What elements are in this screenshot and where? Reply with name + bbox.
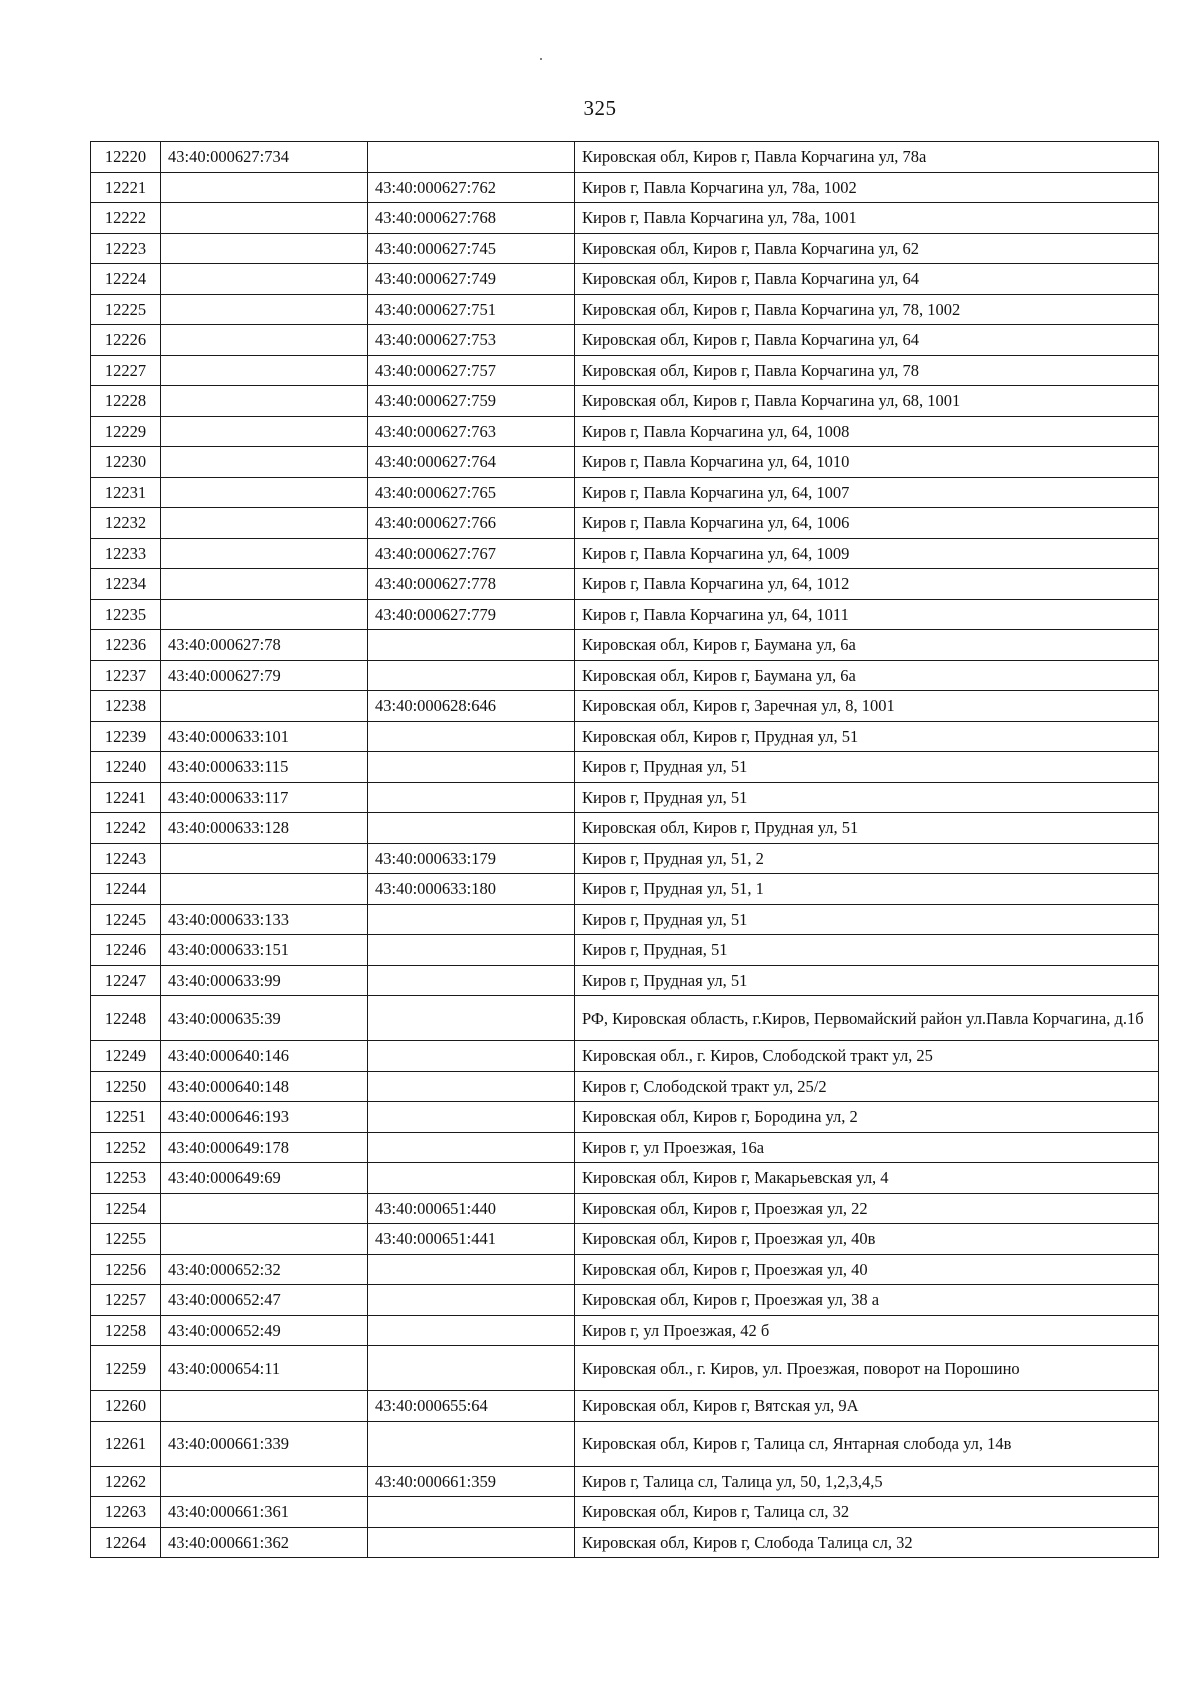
building-cadastral-number-cell [368,1254,575,1285]
building-cadastral-number-cell [368,935,575,966]
land-parcel-cadastral-number-cell: 43:40:000661:339 [161,1421,368,1466]
land-parcel-cadastral-number-cell: 43:40:000646:193 [161,1102,368,1133]
row-number-cell: 12229 [91,416,161,447]
land-parcel-cadastral-number-cell: 43:40:000627:734 [161,142,368,173]
building-cadastral-number-cell [368,660,575,691]
row-number-cell: 12264 [91,1527,161,1558]
address-cell: Киров г, ул Проезжая, 16а [575,1132,1159,1163]
land-parcel-cadastral-number-cell: 43:40:000627:78 [161,630,368,661]
land-parcel-cadastral-number-cell: 43:40:000652:32 [161,1254,368,1285]
address-cell: Киров г, ул Проезжая, 42 б [575,1315,1159,1346]
building-cadastral-number-cell [368,782,575,813]
land-parcel-cadastral-number-cell: 43:40:000649:178 [161,1132,368,1163]
address-cell: Киров г, Прудная ул, 51 [575,965,1159,996]
building-cadastral-number-cell: 43:40:000627:778 [368,569,575,600]
table-row [91,1254,1159,1285]
land-parcel-cadastral-number-cell [161,599,368,630]
address-cell: Кировская обл, Киров г, Макарьевская ул, 4 [575,1163,1159,1194]
row-number-cell: 12228 [91,386,161,417]
address-cell: Киров г, Павла Корчагина ул, 78а, 1002 [575,172,1159,203]
table-row [91,1041,1159,1072]
land-parcel-cadastral-number-cell: 43:40:000640:146 [161,1041,368,1072]
building-cadastral-number-cell: 43:40:000627:749 [368,264,575,295]
table-row [91,1527,1159,1558]
building-cadastral-number-cell: 43:40:000651:440 [368,1193,575,1224]
row-number-cell: 12252 [91,1132,161,1163]
row-number-cell: 12230 [91,447,161,478]
building-cadastral-number-cell: 43:40:000627:751 [368,294,575,325]
registry-table-body [91,142,1159,1558]
land-parcel-cadastral-number-cell [161,325,368,356]
row-number-cell: 12253 [91,1163,161,1194]
building-cadastral-number-cell [368,1071,575,1102]
row-number-cell: 12243 [91,843,161,874]
registry-table [90,141,1159,1558]
row-number-cell: 12221 [91,172,161,203]
address-cell: Кировская обл, Киров г, Проезжая ул, 38 а [575,1285,1159,1316]
table-row [91,264,1159,295]
building-cadastral-number-cell: 43:40:000627:765 [368,477,575,508]
address-cell: Кировская обл, Киров г, Баумана ул, 6а [575,630,1159,661]
row-number-cell: 12220 [91,142,161,173]
table-row [91,447,1159,478]
building-cadastral-number-cell [368,1102,575,1133]
building-cadastral-number-cell [368,996,575,1041]
page-number: 325 [583,96,617,120]
table-row [91,355,1159,386]
land-parcel-cadastral-number-cell: 43:40:000640:148 [161,1071,368,1102]
address-cell: Киров г, Слободской тракт ул, 25/2 [575,1071,1159,1102]
row-number-cell: 12234 [91,569,161,600]
land-parcel-cadastral-number-cell: 43:40:000654:11 [161,1346,368,1391]
row-number-cell: 12237 [91,660,161,691]
table-row [91,1102,1159,1133]
land-parcel-cadastral-number-cell: 43:40:000633:128 [161,813,368,844]
table-row [91,1466,1159,1497]
address-cell: Киров г, Прудная ул, 51, 2 [575,843,1159,874]
address-cell: Киров г, Павла Корчагина ул, 78а, 1001 [575,203,1159,234]
land-parcel-cadastral-number-cell [161,172,368,203]
address-cell: РФ, Кировская область, г.Киров, Первомайский район ул.Павла Корчагина, д.1б [575,996,1159,1041]
row-number-cell: 12222 [91,203,161,234]
address-cell: Кировская обл, Киров г, Павла Корчагина ул, 64 [575,325,1159,356]
address-cell: Кировская обл, Киров г, Проезжая ул, 22 [575,1193,1159,1224]
address-cell: Кировская обл, Киров г, Бородина ул, 2 [575,1102,1159,1133]
address-cell: Кировская обл, Киров г, Талица сл, Янтарная слобода ул, 14в [575,1421,1159,1466]
address-cell: Киров г, Павла Корчагина ул, 64, 1012 [575,569,1159,600]
row-number-cell: 12236 [91,630,161,661]
address-cell: Киров г, Прудная ул, 51, 1 [575,874,1159,905]
row-number-cell: 12259 [91,1346,161,1391]
table-row [91,904,1159,935]
address-cell: Киров г, Павла Корчагина ул, 64, 1007 [575,477,1159,508]
table-row [91,569,1159,600]
row-number-cell: 12262 [91,1466,161,1497]
land-parcel-cadastral-number-cell: 43:40:000627:79 [161,660,368,691]
land-parcel-cadastral-number-cell [161,1466,368,1497]
building-cadastral-number-cell: 43:40:000627:766 [368,508,575,539]
building-cadastral-number-cell: 43:40:000655:64 [368,1391,575,1422]
address-cell: Кировская обл, Киров г, Баумана ул, 6а [575,660,1159,691]
row-number-cell: 12241 [91,782,161,813]
row-number-cell: 12225 [91,294,161,325]
land-parcel-cadastral-number-cell [161,691,368,722]
address-cell: Киров г, Павла Корчагина ул, 64, 1011 [575,599,1159,630]
address-cell: Киров г, Павла Корчагина ул, 64, 1006 [575,508,1159,539]
row-number-cell: 12242 [91,813,161,844]
building-cadastral-number-cell [368,1421,575,1466]
row-number-cell: 12255 [91,1224,161,1255]
row-number-cell: 12248 [91,996,161,1041]
table-row [91,233,1159,264]
table-row [91,325,1159,356]
row-number-cell: 12232 [91,508,161,539]
building-cadastral-number-cell [368,1497,575,1528]
land-parcel-cadastral-number-cell: 43:40:000649:69 [161,1163,368,1194]
row-number-cell: 12250 [91,1071,161,1102]
building-cadastral-number-cell: 43:40:000627:763 [368,416,575,447]
address-cell: Кировская обл, Киров г, Слобода Талица сл, 32 [575,1527,1159,1558]
row-number-cell: 12254 [91,1193,161,1224]
row-number-cell: 12245 [91,904,161,935]
land-parcel-cadastral-number-cell [161,1224,368,1255]
table-row [91,1497,1159,1528]
address-cell: Киров г, Талица сл, Талица ул, 50, 1,2,3,4,5 [575,1466,1159,1497]
table-row [91,1391,1159,1422]
land-parcel-cadastral-number-cell: 43:40:000635:39 [161,996,368,1041]
table-row [91,660,1159,691]
table-row [91,752,1159,783]
address-cell: Кировская обл., г. Киров, Слободской тракт ул, 25 [575,1041,1159,1072]
building-cadastral-number-cell: 43:40:000627:753 [368,325,575,356]
table-row [91,1224,1159,1255]
address-cell: Киров г, Павла Корчагина ул, 64, 1008 [575,416,1159,447]
table-row [91,142,1159,173]
address-cell: Кировская обл, Киров г, Павла Корчагина ул, 62 [575,233,1159,264]
table-row [91,691,1159,722]
table-row [91,294,1159,325]
land-parcel-cadastral-number-cell: 43:40:000661:362 [161,1527,368,1558]
land-parcel-cadastral-number-cell [161,569,368,600]
land-parcel-cadastral-number-cell [161,294,368,325]
building-cadastral-number-cell [368,813,575,844]
row-number-cell: 12261 [91,1421,161,1466]
building-cadastral-number-cell: 43:40:000628:646 [368,691,575,722]
table-row [91,965,1159,996]
row-number-cell: 12224 [91,264,161,295]
row-number-cell: 12249 [91,1041,161,1072]
land-parcel-cadastral-number-cell: 43:40:000661:361 [161,1497,368,1528]
table-row [91,782,1159,813]
table-row [91,1132,1159,1163]
address-cell: Киров г, Прудная ул, 51 [575,752,1159,783]
building-cadastral-number-cell: 43:40:000627:767 [368,538,575,569]
building-cadastral-number-cell: 43:40:000661:359 [368,1466,575,1497]
building-cadastral-number-cell [368,752,575,783]
row-number-cell: 12227 [91,355,161,386]
table-row [91,386,1159,417]
land-parcel-cadastral-number-cell [161,843,368,874]
address-cell: Кировская обл, Киров г, Павла Корчагина ул, 64 [575,264,1159,295]
table-row [91,874,1159,905]
address-cell: Кировская обл, Киров г, Вятская ул, 9А [575,1391,1159,1422]
building-cadastral-number-cell [368,904,575,935]
building-cadastral-number-cell: 43:40:000627:759 [368,386,575,417]
building-cadastral-number-cell [368,721,575,752]
row-number-cell: 12263 [91,1497,161,1528]
table-row [91,477,1159,508]
building-cadastral-number-cell: 43:40:000633:179 [368,843,575,874]
building-cadastral-number-cell [368,1285,575,1316]
land-parcel-cadastral-number-cell [161,233,368,264]
scan-speck [540,58,542,60]
land-parcel-cadastral-number-cell: 43:40:000633:115 [161,752,368,783]
table-row [91,935,1159,966]
land-parcel-cadastral-number-cell: 43:40:000633:101 [161,721,368,752]
address-cell: Кировская обл, Киров г, Прудная ул, 51 [575,721,1159,752]
table-row [91,538,1159,569]
building-cadastral-number-cell: 43:40:000627:779 [368,599,575,630]
address-cell: Кировская обл, Киров г, Талица сл, 32 [575,1497,1159,1528]
table-row [91,1421,1159,1466]
row-number-cell: 12257 [91,1285,161,1316]
building-cadastral-number-cell [368,630,575,661]
land-parcel-cadastral-number-cell: 43:40:000633:151 [161,935,368,966]
table-row [91,416,1159,447]
address-cell: Кировская обл, Киров г, Прудная ул, 51 [575,813,1159,844]
building-cadastral-number-cell: 43:40:000627:762 [368,172,575,203]
building-cadastral-number-cell [368,1346,575,1391]
land-parcel-cadastral-number-cell [161,1391,368,1422]
building-cadastral-number-cell [368,1041,575,1072]
building-cadastral-number-cell [368,1132,575,1163]
land-parcel-cadastral-number-cell: 43:40:000652:49 [161,1315,368,1346]
building-cadastral-number-cell [368,965,575,996]
table-row [91,172,1159,203]
building-cadastral-number-cell [368,1315,575,1346]
table-row [91,996,1159,1041]
land-parcel-cadastral-number-cell: 43:40:000652:47 [161,1285,368,1316]
land-parcel-cadastral-number-cell [161,538,368,569]
row-number-cell: 12258 [91,1315,161,1346]
land-parcel-cadastral-number-cell [161,203,368,234]
row-number-cell: 12238 [91,691,161,722]
building-cadastral-number-cell: 43:40:000627:764 [368,447,575,478]
address-cell: Кировская обл, Киров г, Заречная ул, 8, 1001 [575,691,1159,722]
address-cell: Киров г, Прудная ул, 51 [575,904,1159,935]
land-parcel-cadastral-number-cell [161,1193,368,1224]
row-number-cell: 12233 [91,538,161,569]
row-number-cell: 12240 [91,752,161,783]
address-cell: Кировская обл, Киров г, Павла Корчагина ул, 78 [575,355,1159,386]
table-row [91,843,1159,874]
table-row [91,1163,1159,1194]
land-parcel-cadastral-number-cell [161,874,368,905]
row-number-cell: 12239 [91,721,161,752]
building-cadastral-number-cell [368,142,575,173]
address-cell: Кировская обл, Киров г, Павла Корчагина ул, 78а [575,142,1159,173]
address-cell: Киров г, Павла Корчагина ул, 64, 1009 [575,538,1159,569]
table-row [91,1193,1159,1224]
row-number-cell: 12247 [91,965,161,996]
land-parcel-cadastral-number-cell [161,508,368,539]
address-cell: Киров г, Павла Корчагина ул, 64, 1010 [575,447,1159,478]
row-number-cell: 12256 [91,1254,161,1285]
building-cadastral-number-cell: 43:40:000627:745 [368,233,575,264]
address-cell: Кировская обл, Киров г, Проезжая ул, 40в [575,1224,1159,1255]
table-row [91,813,1159,844]
table-row [91,1315,1159,1346]
table-row [91,1071,1159,1102]
land-parcel-cadastral-number-cell: 43:40:000633:117 [161,782,368,813]
row-number-cell: 12246 [91,935,161,966]
land-parcel-cadastral-number-cell [161,416,368,447]
table-row [91,203,1159,234]
row-number-cell: 12231 [91,477,161,508]
row-number-cell: 12244 [91,874,161,905]
address-cell: Кировская обл, Киров г, Проезжая ул, 40 [575,1254,1159,1285]
land-parcel-cadastral-number-cell [161,477,368,508]
building-cadastral-number-cell [368,1527,575,1558]
address-cell: Киров г, Прудная ул, 51 [575,782,1159,813]
row-number-cell: 12226 [91,325,161,356]
row-number-cell: 12235 [91,599,161,630]
table-row [91,1346,1159,1391]
building-cadastral-number-cell: 43:40:000627:768 [368,203,575,234]
table-row [91,599,1159,630]
address-cell: Кировская обл., г. Киров, ул. Проезжая, поворот на Порошино [575,1346,1159,1391]
address-cell: Киров г, Прудная, 51 [575,935,1159,966]
table-row [91,630,1159,661]
address-cell: Кировская обл, Киров г, Павла Корчагина ул, 78, 1002 [575,294,1159,325]
building-cadastral-number-cell: 43:40:000627:757 [368,355,575,386]
land-parcel-cadastral-number-cell [161,386,368,417]
row-number-cell: 12251 [91,1102,161,1133]
table-row [91,1285,1159,1316]
building-cadastral-number-cell [368,1163,575,1194]
land-parcel-cadastral-number-cell [161,447,368,478]
land-parcel-cadastral-number-cell [161,355,368,386]
row-number-cell: 12260 [91,1391,161,1422]
building-cadastral-number-cell: 43:40:000651:441 [368,1224,575,1255]
building-cadastral-number-cell: 43:40:000633:180 [368,874,575,905]
table-row [91,721,1159,752]
row-number-cell: 12223 [91,233,161,264]
land-parcel-cadastral-number-cell [161,264,368,295]
table-row [91,508,1159,539]
address-cell: Кировская обл, Киров г, Павла Корчагина ул, 68, 1001 [575,386,1159,417]
land-parcel-cadastral-number-cell: 43:40:000633:133 [161,904,368,935]
land-parcel-cadastral-number-cell: 43:40:000633:99 [161,965,368,996]
